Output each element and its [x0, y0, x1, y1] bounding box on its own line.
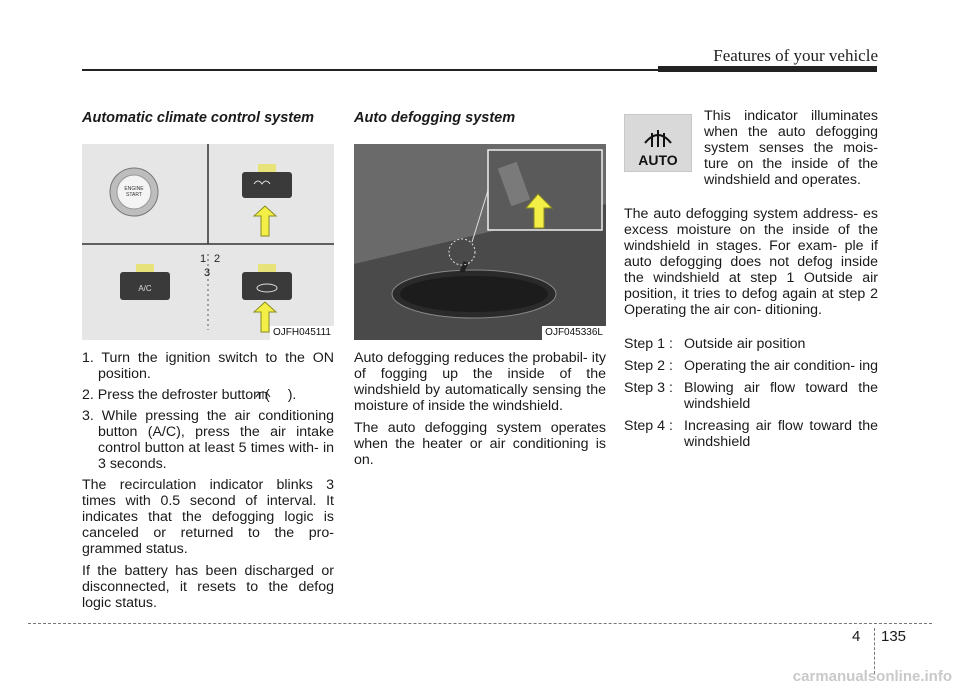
auto-defog-indicator	[624, 114, 692, 172]
step-label: Step 4 :	[624, 418, 673, 434]
step-label: Step 3 :	[624, 380, 673, 396]
climate-buttons-illustration	[82, 144, 334, 340]
step-label: Step 2 :	[624, 358, 673, 374]
auto-defog-description: Auto defogging reduces the probabil- ity of fogging up the inside of the windshield by automatically sensing the moisture of inside the windshield.	[354, 350, 606, 414]
indicator-section	[624, 108, 878, 456]
step-3: 3. While pressing the air conditioning button (A/C), press the air intake control button at least 5 times with- in 3 seconds.	[82, 408, 334, 472]
auto-defogging-figure	[354, 144, 606, 340]
defrost-icon	[270, 388, 288, 400]
step-text: Blowing air flow toward the windshield	[684, 380, 878, 412]
section-heading: Auto defogging system	[354, 110, 516, 126]
page-number: 135	[881, 628, 907, 645]
indicator-label: AUTO	[638, 152, 678, 168]
step-2: 2. Press the defroster button ( ).	[82, 387, 297, 403]
indicator-description: This indicator illuminates when the auto defogging system senses the mois- ture on the inside of the windshield and operates.	[704, 108, 878, 188]
svg-text:A/C: A/C	[138, 284, 152, 293]
climate-control-section	[82, 110, 334, 617]
svg-text:3: 3	[204, 267, 211, 279]
running-header: Features of your vehicle	[713, 46, 878, 65]
step-row	[624, 380, 878, 412]
auto-defog-operation: The auto defogging system operates when the heater or air conditioning is on.	[354, 420, 606, 468]
defrost-auto-icon	[625, 115, 691, 171]
step-label: Step 1 :	[624, 336, 673, 352]
svg-text:ENGINE: ENGINE	[124, 186, 144, 192]
watermark: carmanualsonline.info	[792, 668, 952, 685]
footer-rule	[28, 623, 932, 624]
header-rule	[82, 69, 877, 71]
chapter-number: 4	[852, 628, 861, 645]
figure-code: OJFH045111	[270, 326, 334, 340]
step-row	[624, 418, 878, 450]
step-text: Increasing air flow toward the windshield	[684, 418, 878, 450]
step-text: Operating the air condition- ing	[684, 358, 879, 374]
climate-control-figure	[82, 144, 334, 340]
step-text: Outside air position	[684, 336, 806, 352]
windshield-sensor-illustration	[354, 144, 606, 340]
section-heading: Automatic climate control system	[82, 110, 315, 126]
stages-paragraph: The auto defogging system address- es excess moisture on the inside of the windshield in stages. For exam- ple if auto defogging does not defog inside the windshield at step 1 Outside air position, it tries to defog again at step 2 Operating the air con- ditioning.	[624, 206, 878, 318]
svg-text:2: 2	[214, 253, 221, 265]
step-row	[624, 358, 878, 374]
step-list	[624, 336, 878, 450]
recirculation-paragraph: The recirculation indicator blinks 3 times with 0.5 second of interval. It indicates that the defogging logic is canceled or returned to the pro- grammed status.	[82, 477, 334, 557]
battery-paragraph: If the battery has been discharged or disconnected, it resets to the defog logic status.	[82, 563, 334, 611]
figure-code: OJF045336L	[542, 326, 606, 340]
step-row	[624, 336, 878, 352]
step-1: 1. Turn the ignition switch to the ON position.	[82, 350, 334, 382]
auto-defogging-section	[354, 110, 606, 474]
svg-text:START: START	[126, 192, 142, 198]
svg-text:1: 1	[200, 253, 207, 265]
